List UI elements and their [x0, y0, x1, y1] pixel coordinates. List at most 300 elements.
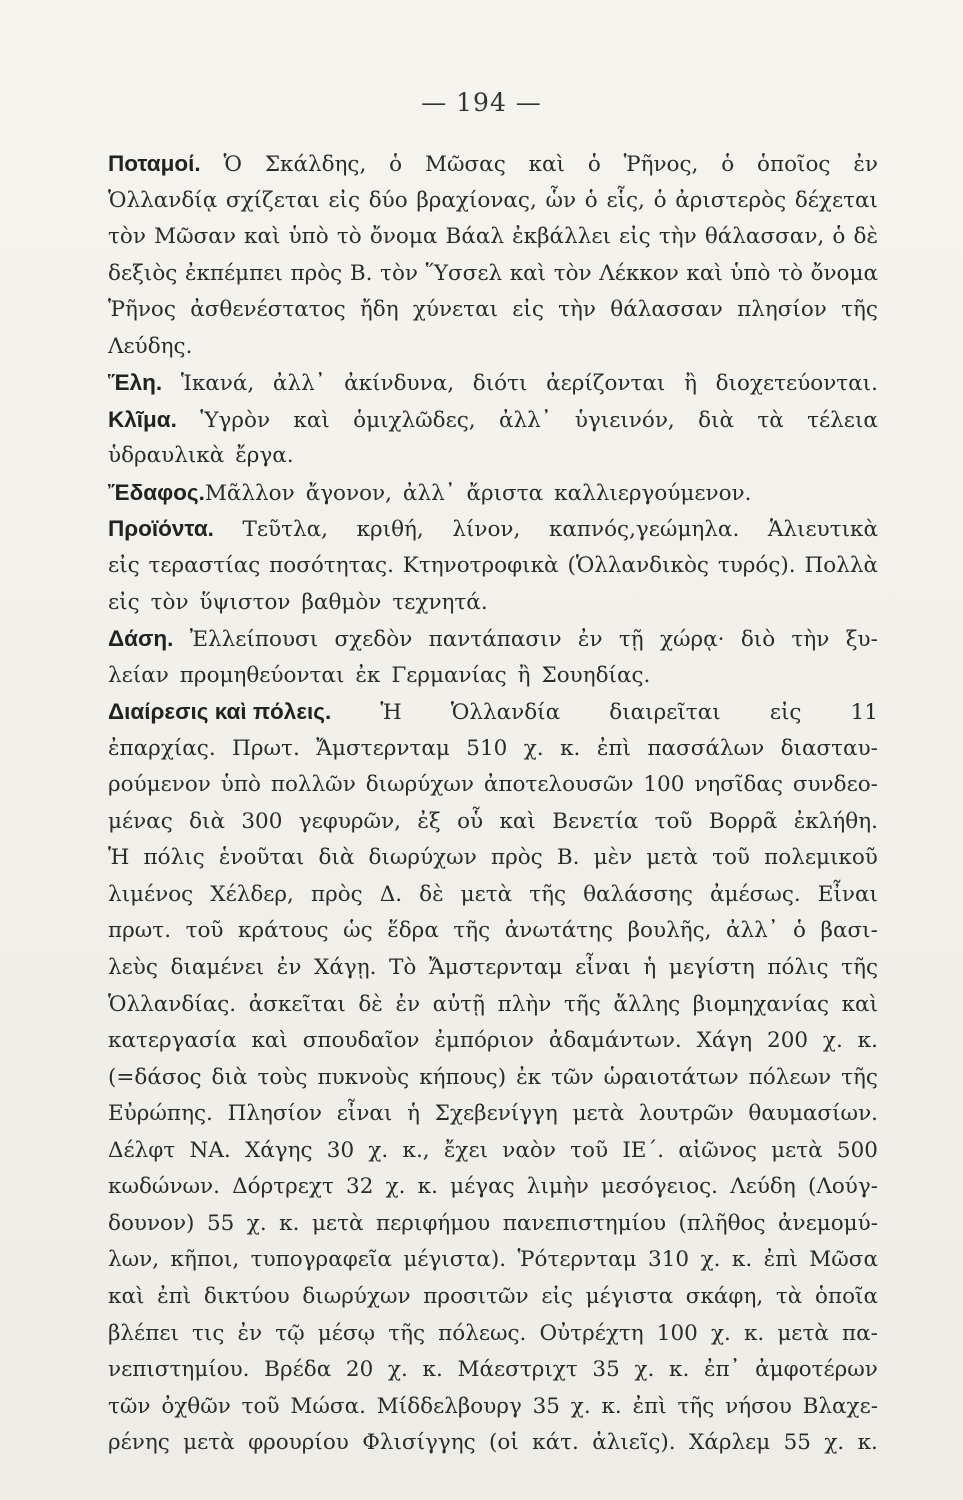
text-line [108, 1023, 878, 1060]
word: λων, [108, 1247, 160, 1273]
word: διοχετεύονται. [715, 371, 878, 397]
section-heading: Διαίρεσις καὶ πόλεις. [108, 699, 332, 725]
word: Ἄμστερνταμ [428, 955, 563, 981]
word: ὑπὸ [288, 224, 329, 250]
word: ἀκίνδυνα, [344, 371, 455, 397]
text-line [108, 1242, 878, 1279]
word: 300 [241, 808, 283, 834]
word: Βορρᾶ [708, 808, 778, 834]
word: ἐπὶ [157, 1283, 192, 1309]
word: Μᾶλλον [204, 480, 295, 506]
word: λείαν [108, 662, 169, 688]
word: τυρός). [717, 553, 796, 579]
word: τοῦ [570, 1137, 609, 1163]
word: λιμένος [108, 881, 194, 907]
word: διὰ [318, 845, 355, 871]
word: χ. [246, 1210, 267, 1236]
word: τοῦ [654, 808, 693, 834]
word: Ἄμστερνταμ [316, 735, 450, 761]
word: ἔργα. [235, 443, 294, 469]
word: βραχίονας, [416, 187, 537, 213]
text-line [108, 658, 878, 695]
word: Λεύδη [730, 1174, 796, 1200]
word: ὄνομα [810, 260, 878, 286]
word: 510 [466, 735, 508, 761]
word: ρούμενον [108, 772, 211, 798]
word: ἐν [395, 991, 421, 1017]
word: κ. [279, 1210, 300, 1236]
word: καὶ [108, 1283, 145, 1309]
word: ἀλλ᾽ [402, 480, 456, 506]
word: Ἡ [108, 845, 130, 871]
word: κριθή, [356, 517, 424, 543]
word: (=δάσος [108, 1064, 202, 1090]
word: ὀχθῶν [161, 1393, 231, 1419]
word: λιμὴν [526, 1174, 589, 1200]
word: πασσάλων [647, 735, 765, 761]
word: πανεπιστημίου [502, 1210, 667, 1236]
word: πρὸς [490, 845, 543, 871]
word: 35 [592, 1357, 620, 1383]
word: βαθμὸν [301, 589, 382, 615]
word: τῆς [529, 881, 567, 907]
text-line [108, 913, 878, 950]
word: πολλῶν [270, 772, 356, 798]
word: ἐπ᾽ [703, 1357, 741, 1383]
word: χ. [822, 1028, 843, 1054]
word: ἀμέσως. [710, 881, 801, 907]
word: πλὴν [497, 991, 552, 1017]
word: καπνός,γεώμηλα. [548, 517, 740, 543]
word: τὴν [658, 224, 697, 250]
word: τὸν [150, 589, 189, 615]
section-heading: Προϊόντα. [108, 516, 214, 542]
word: λουτρῶν [638, 1101, 734, 1127]
word: ἀνωτάτης [504, 918, 614, 944]
word: τὸ [778, 260, 803, 286]
word: ἢ [517, 662, 531, 688]
text-line [108, 1206, 878, 1243]
word: ΙΕ΄. [622, 1137, 665, 1163]
word: ἐκλήθη. [793, 808, 878, 834]
word: εἰς [512, 297, 544, 323]
word: νήσου [725, 1393, 792, 1419]
word: παντάπασιν [428, 627, 562, 653]
word: τὸ [336, 224, 362, 250]
word: μένας [108, 808, 173, 834]
word: σχεδὸν [334, 627, 413, 653]
word: σχίζεται [225, 187, 320, 213]
word: 100 [656, 1320, 698, 1346]
word: Μίδδελβουργ [376, 1393, 522, 1419]
text-line [108, 840, 878, 877]
word: μετὰ [460, 881, 513, 907]
text-line [108, 987, 878, 1024]
word: ἐπὶ [632, 1393, 667, 1419]
word: Ὁ [223, 152, 242, 177]
word: εἶναι [336, 1101, 393, 1127]
word: ποσότητας. [269, 553, 394, 579]
word: κ. [601, 1393, 622, 1419]
word: Β. [556, 845, 580, 871]
word: Χάγης [244, 1137, 313, 1163]
word: ὑπὸ [220, 772, 261, 798]
word: μεγίστη [668, 955, 755, 981]
word: χ. [570, 1393, 591, 1419]
word: Οὐτρέχτη [539, 1320, 644, 1346]
word: τυπογραφεῖα [250, 1247, 392, 1273]
word: δύο [368, 187, 408, 213]
section-heading: Κλῖμα. [108, 406, 177, 432]
word: καὶ [251, 1028, 288, 1054]
word: τῇ [618, 627, 644, 653]
word: κάτ. [532, 1430, 579, 1456]
word: Ἁλιευτικὰ [767, 517, 878, 543]
word: Μῶσας [424, 152, 506, 177]
word: 55 [783, 1430, 811, 1456]
word: ὑδραυλικὰ [108, 443, 225, 469]
word: πόλεως. [438, 1320, 527, 1346]
word: βιομηχανίας [692, 991, 829, 1017]
word: ὁμιχλῶδες, [353, 407, 476, 433]
word: 32 [346, 1174, 374, 1200]
word: κ., [402, 1137, 430, 1163]
word: χ. [385, 1174, 406, 1200]
word: λεὺς [108, 955, 158, 981]
word: εἰς [328, 187, 360, 213]
text-line [108, 585, 878, 622]
word: ξυ- [845, 627, 878, 653]
word: ἀσθενέστατος [190, 297, 346, 323]
word: διαιρεῖται [609, 700, 721, 726]
word: ὧν [545, 187, 577, 213]
word: τῶν [108, 1393, 151, 1419]
word: τις [192, 1320, 225, 1346]
word: ἐκβάλλει [512, 224, 611, 250]
word: συνδεο- [792, 772, 878, 798]
word: Πολλὰ [804, 553, 878, 579]
word: Χέλδερ, [210, 881, 294, 907]
word: πόλεων [748, 1064, 832, 1090]
word: διωρύχων [302, 1283, 411, 1309]
text-line [108, 475, 878, 512]
word: τὸν [380, 260, 418, 286]
word: 20 [345, 1357, 374, 1383]
word: κ. [731, 1247, 753, 1273]
word: καὶ [686, 260, 723, 286]
word: νεπιστημίου. [108, 1357, 250, 1383]
word: καὶ [293, 407, 330, 433]
text-line [108, 365, 878, 402]
section-heading: Ἕλη. [108, 370, 163, 396]
word: ὁ [793, 918, 806, 944]
word: ὄνομα [369, 224, 438, 250]
word: πρὸς [290, 260, 343, 286]
word: ὡραιοτάτων [603, 1064, 739, 1090]
word: τὸν [553, 260, 592, 286]
word: χώρᾳ· [659, 627, 725, 653]
text-line [108, 1096, 878, 1133]
word: τὸν [108, 224, 146, 250]
text-line [108, 219, 878, 256]
word: ἐν [237, 1320, 263, 1346]
word: 200 [767, 1028, 809, 1054]
word: ὁ [587, 152, 601, 177]
word: ὁ [653, 187, 667, 213]
word: μετὰ [183, 1430, 235, 1456]
word: Δόρτρεχτ [232, 1174, 334, 1200]
word: Πλησίον [227, 1101, 322, 1127]
word: Μώσα. [290, 1393, 366, 1419]
word: κ. [560, 735, 581, 761]
word: τοὺς [257, 1064, 308, 1090]
word: σκάφη, [685, 1283, 764, 1309]
word: ἐν [853, 152, 878, 177]
word: θαλάσσης [583, 881, 693, 907]
word: πόλις [143, 845, 205, 871]
word: κ. [417, 1174, 438, 1200]
word: ἀλλ᾽ [499, 407, 552, 433]
text-line [108, 1425, 878, 1462]
word: αἰῶνος [678, 1137, 757, 1163]
word: Ὕσσελ [425, 260, 503, 286]
word: Βλαχε- [802, 1393, 878, 1419]
word: κατεργασία [108, 1028, 237, 1054]
word: (πλῆθος [678, 1210, 766, 1236]
word: πολεμικοῦ [764, 845, 878, 871]
word: προσιτῶν [423, 1283, 529, 1309]
text-line [108, 731, 878, 768]
word: θαυμασίων. [748, 1101, 878, 1127]
word: χ. [824, 1430, 845, 1456]
word: Βρέδα [264, 1357, 332, 1383]
text-line [108, 329, 878, 366]
word: νησῖδας [694, 772, 783, 798]
word: 11 [850, 700, 878, 726]
word: τεραστίας [148, 553, 261, 579]
word: τοῦ [712, 845, 751, 871]
word: ἤδη [359, 297, 399, 323]
word: τῆς [841, 297, 878, 323]
word: μέγιστα). [403, 1247, 507, 1273]
body-text [108, 146, 878, 1462]
text-line [108, 548, 878, 585]
word: Σουηδίας. [541, 662, 651, 688]
word: Κτηνοτροφικὰ [402, 553, 559, 579]
word: ὁ [721, 152, 735, 177]
word: τὰ [775, 1283, 803, 1309]
word: χ. [368, 1137, 389, 1163]
word: Τεῦτλα, [242, 517, 328, 543]
word: χ. [523, 735, 544, 761]
text-line [108, 804, 878, 841]
word: τὴν [791, 627, 830, 653]
word: ἄριστα [466, 480, 544, 506]
word: Δέλφτ [108, 1137, 176, 1163]
word: κήπους) [419, 1064, 507, 1090]
word: διωρύχων [365, 772, 474, 798]
text-line [108, 402, 878, 439]
word: καὶ [528, 152, 565, 177]
word: ὑγιεινόν, [574, 407, 675, 433]
word: θάλασσαν [610, 297, 723, 323]
word: ἀποτελουσῶν [483, 772, 634, 798]
word: Χάρλεμ [689, 1430, 771, 1456]
word: μετὰ [311, 1210, 364, 1236]
text-line [108, 1133, 878, 1170]
word: χ. [634, 1357, 655, 1383]
text-line [108, 438, 878, 475]
word: Β. [349, 260, 373, 286]
word: 500 [836, 1137, 878, 1163]
word: Βενετία [552, 808, 639, 834]
word: ἔχει [443, 1137, 489, 1163]
word: κ. [669, 1357, 690, 1383]
word: ὁ [584, 187, 598, 213]
word: κῆποι, [170, 1247, 240, 1273]
text-line [108, 1279, 878, 1316]
text-line [108, 256, 878, 293]
word: βασι- [820, 918, 878, 944]
text-line [108, 877, 878, 914]
word: δὲ [358, 991, 383, 1017]
word: εἰς [619, 224, 651, 250]
word: τῆς [563, 991, 601, 1017]
word: ἀσκεῖται [248, 991, 346, 1017]
word: δικτύου [203, 1283, 290, 1309]
word: βουλῆς, [627, 918, 712, 944]
word: δεξιὸς [108, 260, 178, 286]
word: ὁποῖος [757, 152, 831, 177]
word: ἀνεμομύ- [778, 1210, 878, 1236]
word: ἐπαρχίας. [108, 735, 216, 761]
word: ἐκ [516, 1064, 542, 1090]
word: Ὑγρὸν [200, 407, 271, 433]
text-line [108, 1060, 878, 1097]
word: ρένης [108, 1430, 170, 1456]
word: ἀδαμάντων. [548, 1028, 682, 1054]
word: Σκάλδης, [264, 152, 367, 177]
word: Χάγῃ. [314, 955, 377, 981]
word: ΝΑ. [189, 1137, 231, 1163]
word: τῆς [841, 1064, 878, 1090]
word: τὴν [558, 297, 597, 323]
word: τῆς [677, 1393, 715, 1419]
section-heading: Δάση. [108, 626, 174, 652]
word: (Ὁλλανδικὸς [567, 553, 709, 579]
text-line [108, 1389, 878, 1426]
word: 100 [643, 772, 685, 798]
word: διασταυ- [780, 735, 878, 761]
word: εἷς, [606, 187, 645, 213]
word: μετὰ [777, 1320, 829, 1346]
word: ὁποῖα [815, 1283, 878, 1309]
word: ἄγονον, [305, 480, 392, 506]
word: ἐπὶ [596, 735, 631, 761]
word: ὑπὸ [730, 260, 771, 286]
word: Χάγη [696, 1028, 753, 1054]
word: καὶ [509, 260, 547, 286]
word: Ὁλλανδίας. [108, 991, 237, 1017]
word: κ. [857, 1028, 878, 1054]
word: ἐν [276, 955, 302, 981]
word: 55 [206, 1210, 235, 1236]
word: πρωτ. [108, 918, 172, 944]
word: περιφήμου [375, 1210, 491, 1236]
word: ἡ [407, 1101, 420, 1127]
word: ἑνοῦται [218, 845, 305, 871]
word: λίνον, [452, 517, 521, 543]
word: εἶναι [575, 955, 631, 981]
text-line [108, 950, 878, 987]
word: τοῦ [241, 1393, 280, 1419]
word: Ῥότερνταμ [517, 1247, 637, 1273]
text-line [108, 183, 878, 220]
word: πρὸς [310, 881, 363, 907]
word: διὰ [211, 1064, 248, 1090]
text-line [108, 511, 878, 548]
word: καὶ [499, 808, 536, 834]
word: Ἐλλείπουσι [189, 627, 319, 653]
word: πα- [841, 1320, 878, 1346]
word: (Λούγ- [807, 1174, 878, 1200]
word: ἕδρα [387, 918, 439, 944]
word: ἄλλης [613, 991, 681, 1017]
word: ναὸν [502, 1137, 556, 1163]
word: μέσῳ [317, 1320, 376, 1346]
word: ἀριστερὸς [675, 187, 787, 213]
word: αὐτῇ [432, 991, 486, 1017]
text-line [108, 146, 878, 183]
word: εἰς [108, 589, 140, 615]
section-heading: Ποταμοί. [108, 151, 201, 176]
word: Ὁλλανδίᾳ [108, 187, 218, 213]
word: πυκνοὺς [317, 1064, 410, 1090]
word: γεφυρῶν, [298, 808, 401, 834]
word: ἐν [577, 627, 603, 653]
word: Λέκκον [599, 260, 679, 286]
word: δὲ [853, 224, 878, 250]
word: προμηθεύονται [179, 662, 345, 688]
word: διὸ [740, 627, 776, 653]
word: Δ. [379, 881, 403, 907]
word: Μῶσαν [154, 224, 236, 250]
word: τεχνητά. [392, 589, 488, 615]
text-line [108, 767, 878, 804]
word: Ῥῆνος, [623, 152, 699, 177]
word: ὕψιστον [199, 589, 291, 615]
word: Φλισίγγης [362, 1430, 476, 1456]
word: Ὁλλανδία [450, 700, 561, 726]
word: τῆς [453, 918, 491, 944]
word: μέγας [450, 1174, 515, 1200]
word: εἰς [769, 700, 802, 726]
word: εἰς [541, 1283, 573, 1309]
word: βλέπει [108, 1320, 179, 1346]
word: διότι [472, 371, 528, 397]
word: Ἱκανά, [180, 371, 255, 397]
word: Γερμανίας [391, 662, 507, 688]
word: μετὰ [572, 1101, 625, 1127]
word: (οἱ [489, 1430, 519, 1456]
word: Εἶναι [817, 881, 878, 907]
word: Μῶσα [809, 1247, 878, 1273]
word: διὰ [698, 407, 734, 433]
word: κ. [857, 1430, 878, 1456]
word: δουνον) [108, 1210, 195, 1236]
word: 30 [326, 1137, 355, 1163]
word: καὶ [244, 224, 281, 250]
